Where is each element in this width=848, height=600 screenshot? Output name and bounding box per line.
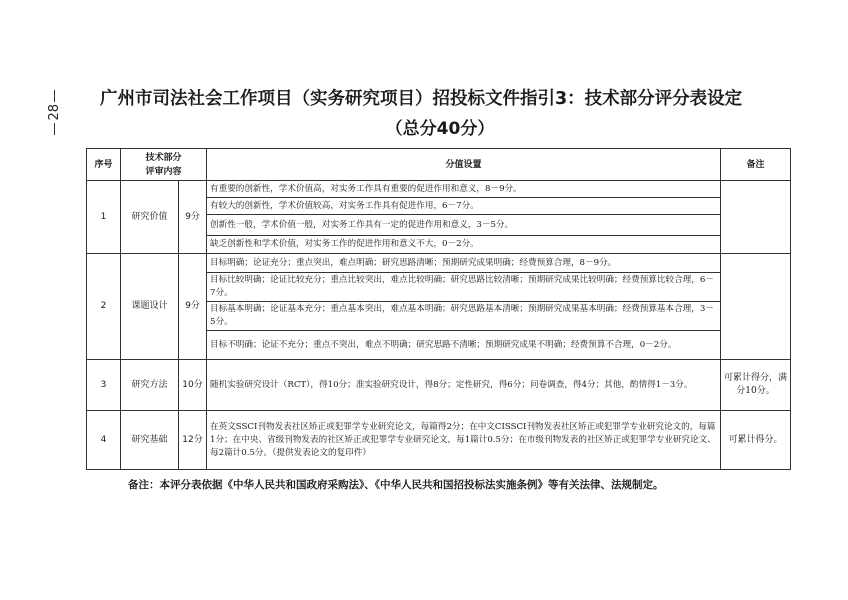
row-points: 9分 <box>179 254 207 360</box>
document-subtitle: （总分40分） <box>385 119 495 139</box>
row-criterion: 目标基本明确；论证基本充分；重点基本突出，难点基本明确；研究思路基本清晰；预期研究成果基本明确；经费预算基本合理，3－5分。 <box>207 302 721 331</box>
table-header-row <box>87 149 791 181</box>
row-note <box>721 181 791 254</box>
row-criterion: 目标比较明确；论证比较充分；重点比较突出，难点比较明确；研究思路比较清晰；预期研究成果比较明确；经费预算比较合理，6－7分。 <box>207 273 721 302</box>
row-index: 3 <box>87 360 121 411</box>
row-index: 1 <box>87 181 121 254</box>
document-title: 广州市司法社会工作项目（实务研究项目）招投标文件指引3：技术部分评分表设定 <box>100 89 743 109</box>
row-criterion: 随机实验研究设计（RCT），得10分；准实验研究设计，得8分；定性研究，得6分；问卷调查，得4分；其他，酌情得1－3分。 <box>207 360 721 411</box>
table-row <box>87 254 791 273</box>
row-points: 12分 <box>179 411 207 470</box>
header-item <box>121 149 207 181</box>
row-criterion: 目标明确；论证充分；重点突出，难点明确；研究思路清晰；预期研究成果明确；经费预算合理，8－9分。 <box>207 254 721 273</box>
page-number-dash-top <box>54 90 55 102</box>
table-row <box>87 411 791 470</box>
row-index: 4 <box>87 411 121 470</box>
row-criterion: 创新性一般，学术价值一般，对实务工作具有一定的促进作用和意义，3－5分。 <box>207 215 721 236</box>
page-number <box>44 88 64 158</box>
row-index: 2 <box>87 254 121 360</box>
row-criterion: 有较大的创新性，学术价值较高，对实务工作具有促进作用，6－7分。 <box>207 198 721 215</box>
row-criterion: 有重要的创新性，学术价值高，对实务工作具有重要的促进作用和意义，8－9分。 <box>207 181 721 198</box>
row-note <box>721 254 791 360</box>
page-number-dash-bottom <box>54 123 55 135</box>
page-number-text: 28 <box>46 104 62 121</box>
row-criterion: 在英文SSCI刊物发表社区矫正或犯罪学专业研究论文，每篇得2分；在中文CISSCI刊物发表社区矫正或犯罪学专业研究论文的，每篇1分；在中央、省级刊物发表的社区矫正或犯罪学专业研究论文，每1篇计0.5分；在市级刊物发表的社区矫正或犯罪学专业研究论文、每2篇计0.5分。（提供发表论文的复印件） <box>207 411 721 470</box>
header-index: 序号 <box>87 149 121 181</box>
row-points: 10分 <box>179 360 207 411</box>
row-item: 研究价值 <box>121 181 179 254</box>
header-note: 备注 <box>721 149 791 181</box>
row-item: 课题设计 <box>121 254 179 360</box>
header-item-line2: 评审内容 <box>145 166 182 177</box>
row-item: 研究基础 <box>121 411 179 470</box>
table-footnote: 备注：本评分表依据《中华人民共和国政府采购法》、《中华人民共和国招投标法实施条例》等有关法律、法规制定。 <box>128 479 664 491</box>
table-row <box>87 360 791 411</box>
row-points: 9分 <box>179 181 207 254</box>
row-criterion: 目标不明确；论证不充分；重点不突出，难点不明确；研究思路不清晰；预期研究成果不明确；经费预算不合理，0－2分。 <box>207 331 721 360</box>
scoring-table <box>86 148 791 470</box>
row-note: 可累计得分，满分10分。 <box>721 360 791 411</box>
row-criterion: 缺乏创新性和学术价值，对实务工作的促进作用和意义不大，0－2分。 <box>207 236 721 254</box>
table-row <box>87 181 791 198</box>
header-item-line1: 技术部分 <box>145 152 182 163</box>
header-scoring: 分值设置 <box>207 149 721 181</box>
row-item: 研究方法 <box>121 360 179 411</box>
row-note: 可累计得分。 <box>721 411 791 470</box>
